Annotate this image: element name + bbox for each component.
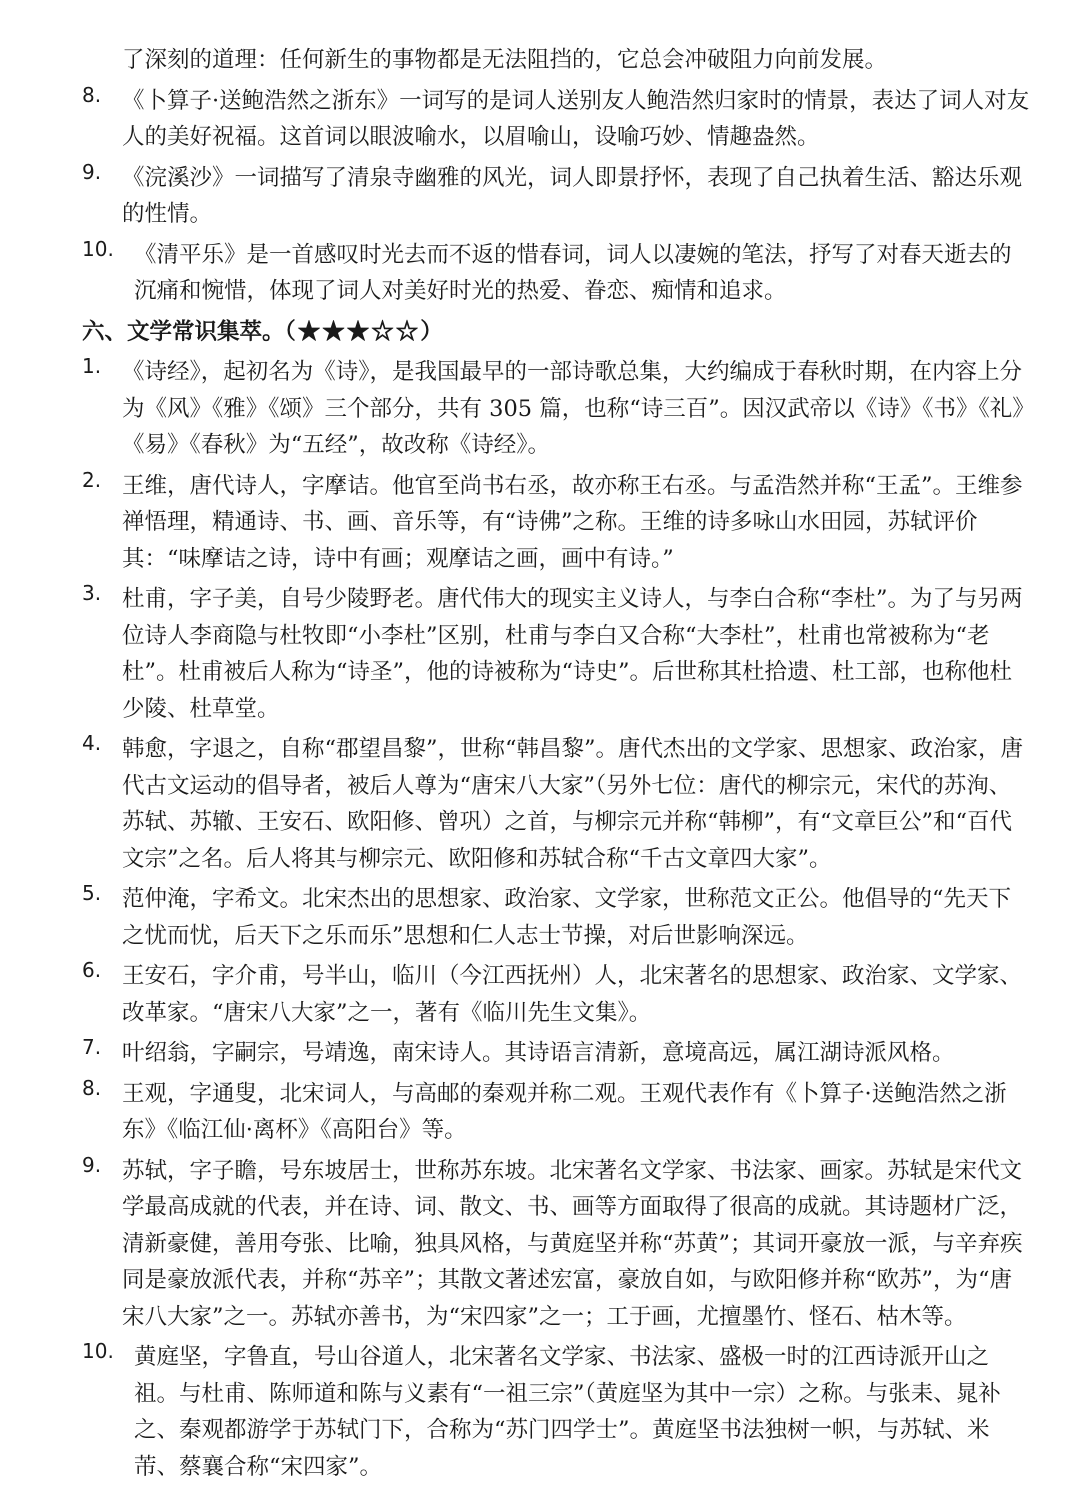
item-text: 王维，唐代诗人，字摩诘。他官至尚书右丞，故亦称王右丞。与孟浩然并称“王孟”。王维参禅悟理，精通诗、书、画、音乐等，有“诗佛”之称。王维的诗多咏山水田园，苏轼评价其：“味摩诘之诗，诗中有画；观摩诘之画，画中有诗。” [122,472,1023,572]
section-heading [82,314,1030,351]
list-item [82,160,1030,233]
item-text: 叶绍翁，字嗣宗，号靖逸，南宋诗人。其诗语言清新，意境高远，属江湖诗派风格。 [122,1040,955,1066]
list-item [82,581,1030,727]
item-number: 4. [82,731,102,755]
list-item [82,468,1030,578]
item-text: 《清平乐》是一首感叹时光去而不返的惜春词，词人以凄婉的笔法，抒写了对春天逝去的沉痛和惋惜，体现了词人对美好时光的热爱、眷恋、痴情和追求。 [134,241,1012,304]
item-number: 8. [82,1075,102,1100]
item-number: 9. [82,159,102,184]
item-number: 7. [82,1035,102,1059]
item-text: 《浣溪沙》一词描写了清泉寺幽雅的风光，词人即景抒怀，表现了自己执着生活、豁达乐观的性情。 [122,164,1023,227]
item-number: 1. [82,354,102,378]
item-number: 10. [82,1339,114,1363]
list-item [82,881,1030,954]
item-number: 5. [82,881,102,905]
item-text: 范仲淹，字希文。北宋杰出的思想家、政治家、文学家，世称范文正公。他倡导的“先天下之忧而忧，后天下之乐而乐”思想和仁人志士节操，对后世影响深远。 [122,886,1012,949]
list-item [82,237,1030,310]
item-text: 王观，字通叟，北宋词人，与高邮的秦观并称二观。王观代表作有《卜算子·送鲍浩然之浙东》《临江仙·离杯》《高阳台》等。 [122,1080,1007,1143]
item-text: 《卜算子·送鲍浩然之浙东》一词写的是词人送别友人鲍浩然归家时的情景，表达了词人对友人的美好祝福。这首词以眼波喻水，以眉喻山，设喻巧妙、情趣盎然。 [122,87,1030,150]
item-text: 王安石，字介甫，号半山，临川（今江西抚州）人，北宋著名的思想家、政治家、文学家、改革家。“唐宋八大家”之一，著有《临川先生文集》。 [122,963,1023,1026]
item-text: 韩愈，字退之，自称“郡望昌黎”，世称“韩昌黎”。唐代杰出的文学家、思想家、政治家，唐代古文运动的倡导者，被后人尊为“唐宋八大家”（另外七位：唐代的柳宗元，宋代的苏洵、苏轼、苏辙、王安石、欧阳修、曾巩）之首，与柳宗元并称“韩柳”，有“文章巨公”和“百代文宗”之名。后人将其与柳宗元、欧阳修和苏轼合称“千古文章四大家”。 [122,736,1024,872]
continuation-text: 了深刻的道理：任何新生的事物都是无法阻挡的，它总会冲破阻力向前发展。 [122,47,888,73]
item-number: 3. [82,581,102,605]
list-item [82,731,1030,877]
item-text: 《诗经》，起初名为《诗》，是我国最早的一部诗歌总集，大约编成于春秋时期，在内容上分为《风》《雅》《颂》三个部分，共有 305 篇，也称“诗三百”。因汉武帝以《诗》《书》《礼》《易》《春秋》为“五经”，故改称《诗经》。 [122,359,1024,458]
item-text: 苏轼，字子瞻，号东坡居士，世称苏东坡。北宋著名文学家、书法家、画家。苏轼是宋代文学最高成就的代表，并在诗、词、散文、书、画等方面取得了很高的成就。其诗题材广泛，清新豪健，善用夸张、比喻，独具风格，与黄庭坚并称“苏黄”；其词开豪放一派，与辛弃疾同是豪放派代表，并称“苏辛”；其散文著述宏富，豪放自如，与欧阳修并称“欧苏”，为“唐宋八大家”之一。苏轼亦善书，为“宋四家”之一；工于画，尤擅墨竹、怪石、枯木等。 [122,1157,1023,1330]
item-text: 黄庭坚，字鲁直，号山谷道人，北宋著名文学家、书法家、盛极一时的江西诗派开山之祖。与杜甫、陈师道和陈与义素有“一祖三宗”（黄庭坚为其中一宗）之称。与张耒、晁补之、秦观都游学于苏轼门下，合称为“苏门四学士”。黄庭坚书法独树一帜，与苏轼、米芾、蔡襄合称“宋四家”。 [134,1344,1001,1480]
item-number: 6. [82,958,102,982]
item-number: 2. [82,467,102,492]
item-number: 8. [82,82,102,107]
list-item [82,354,1030,464]
item-text: 杜甫，字子美，自号少陵野老。唐代伟大的现实主义诗人，与李白合称“李杜”。为了与另两位诗人李商隐与杜牧即“小李杜”区别，杜甫与李白又合称“大李杜”，杜甫也常被称为“老杜”。杜甫被后人称为“诗圣”，他的诗被称为“诗史”。后世称其杜拾遗、杜工部，也称他杜少陵、杜草堂。 [122,586,1023,722]
list-item [82,1339,1030,1485]
list-item [82,1035,1030,1072]
difficulty-stars: （★★★☆☆） [284,318,445,345]
list-item [82,83,1030,156]
list-item [82,1076,1030,1149]
item-number: 9. [82,1152,102,1177]
list-item [82,1153,1030,1336]
item-number: 10. [82,236,114,261]
list-item [82,958,1030,1031]
section-title: 六、文学常识集萃。 [82,318,285,345]
